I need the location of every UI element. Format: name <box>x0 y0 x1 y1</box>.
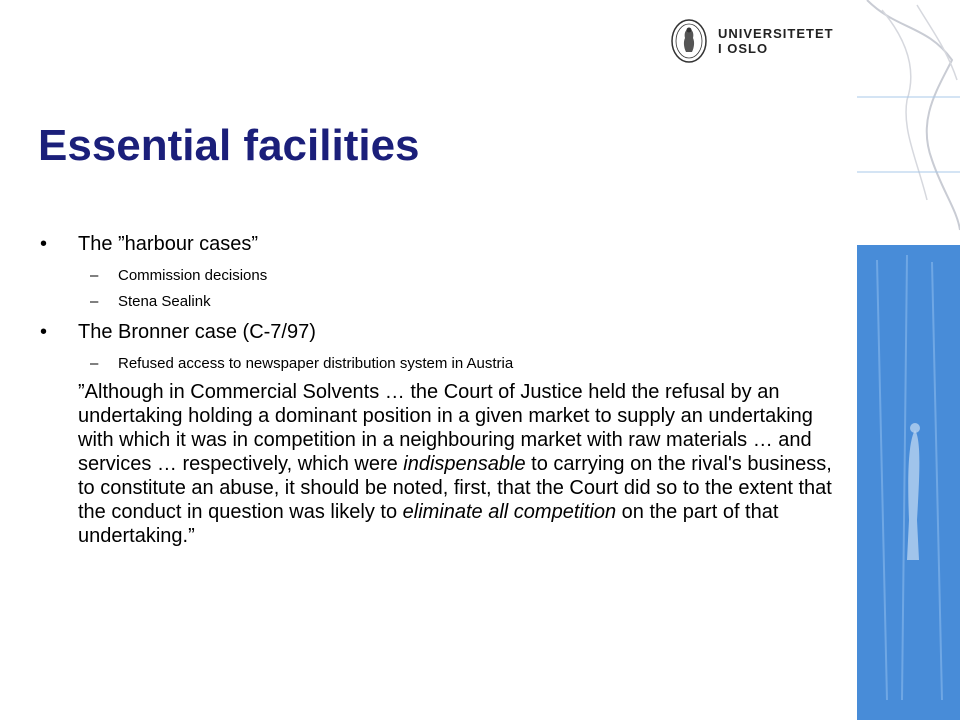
bullet-dot: • <box>40 321 48 343</box>
logo-line-1: UNIVERSITETET <box>718 26 834 41</box>
quote-emphasis-indispensable: indispensable <box>403 453 526 475</box>
bullet-text: The ”harbour cases” <box>78 233 259 255</box>
court-quote <box>40 380 838 548</box>
sub-bullet-dash: – <box>90 355 99 372</box>
quote-part-3: on the part of that undertaking.” <box>78 501 779 547</box>
quote-emphasis-eliminate: eliminate all competition <box>402 501 617 523</box>
sub-bullet-dash: – <box>90 293 99 310</box>
slide-title: Essential facilities <box>38 121 420 170</box>
decorative-sidebar <box>857 0 960 720</box>
sub-bullet-dash: – <box>90 267 99 284</box>
bullet-bronner-case <box>40 320 840 344</box>
slide-content <box>40 232 840 548</box>
sub-bullet-text: Stena Sealink <box>118 293 211 310</box>
quote-part-2: to carrying on the rival's business, to constitute an abuse, it should be noted, first, that the Court did so to the extent that the conduct in question was likely to <box>78 453 832 523</box>
logo-line-2: I OSLO <box>718 41 769 56</box>
sub-bullet-commission <box>40 266 840 286</box>
sub-bullet-text: Commission decisions <box>118 267 268 284</box>
university-seal-icon <box>670 18 708 64</box>
sub-bullet-refused-access <box>40 354 840 374</box>
bullet-harbour-cases <box>40 232 840 256</box>
sub-bullet-stena <box>40 292 840 312</box>
bullet-text: The Bronner case (C-7/97) <box>78 321 316 343</box>
quote-part-1: ”Although in Commercial Solvents … the Court of Justice held the refusal by an undertaking holding a dominant position in a given market to supply an undertaking with which it was in competition in a neighbouring market with raw materials … and services … respectively, which were <box>78 381 813 475</box>
university-logo <box>670 18 834 64</box>
sidebar-graphic <box>857 0 960 720</box>
bullet-dot: • <box>40 233 48 255</box>
sub-bullet-text: Refused access to newspaper distribution system in Austria <box>118 355 514 372</box>
